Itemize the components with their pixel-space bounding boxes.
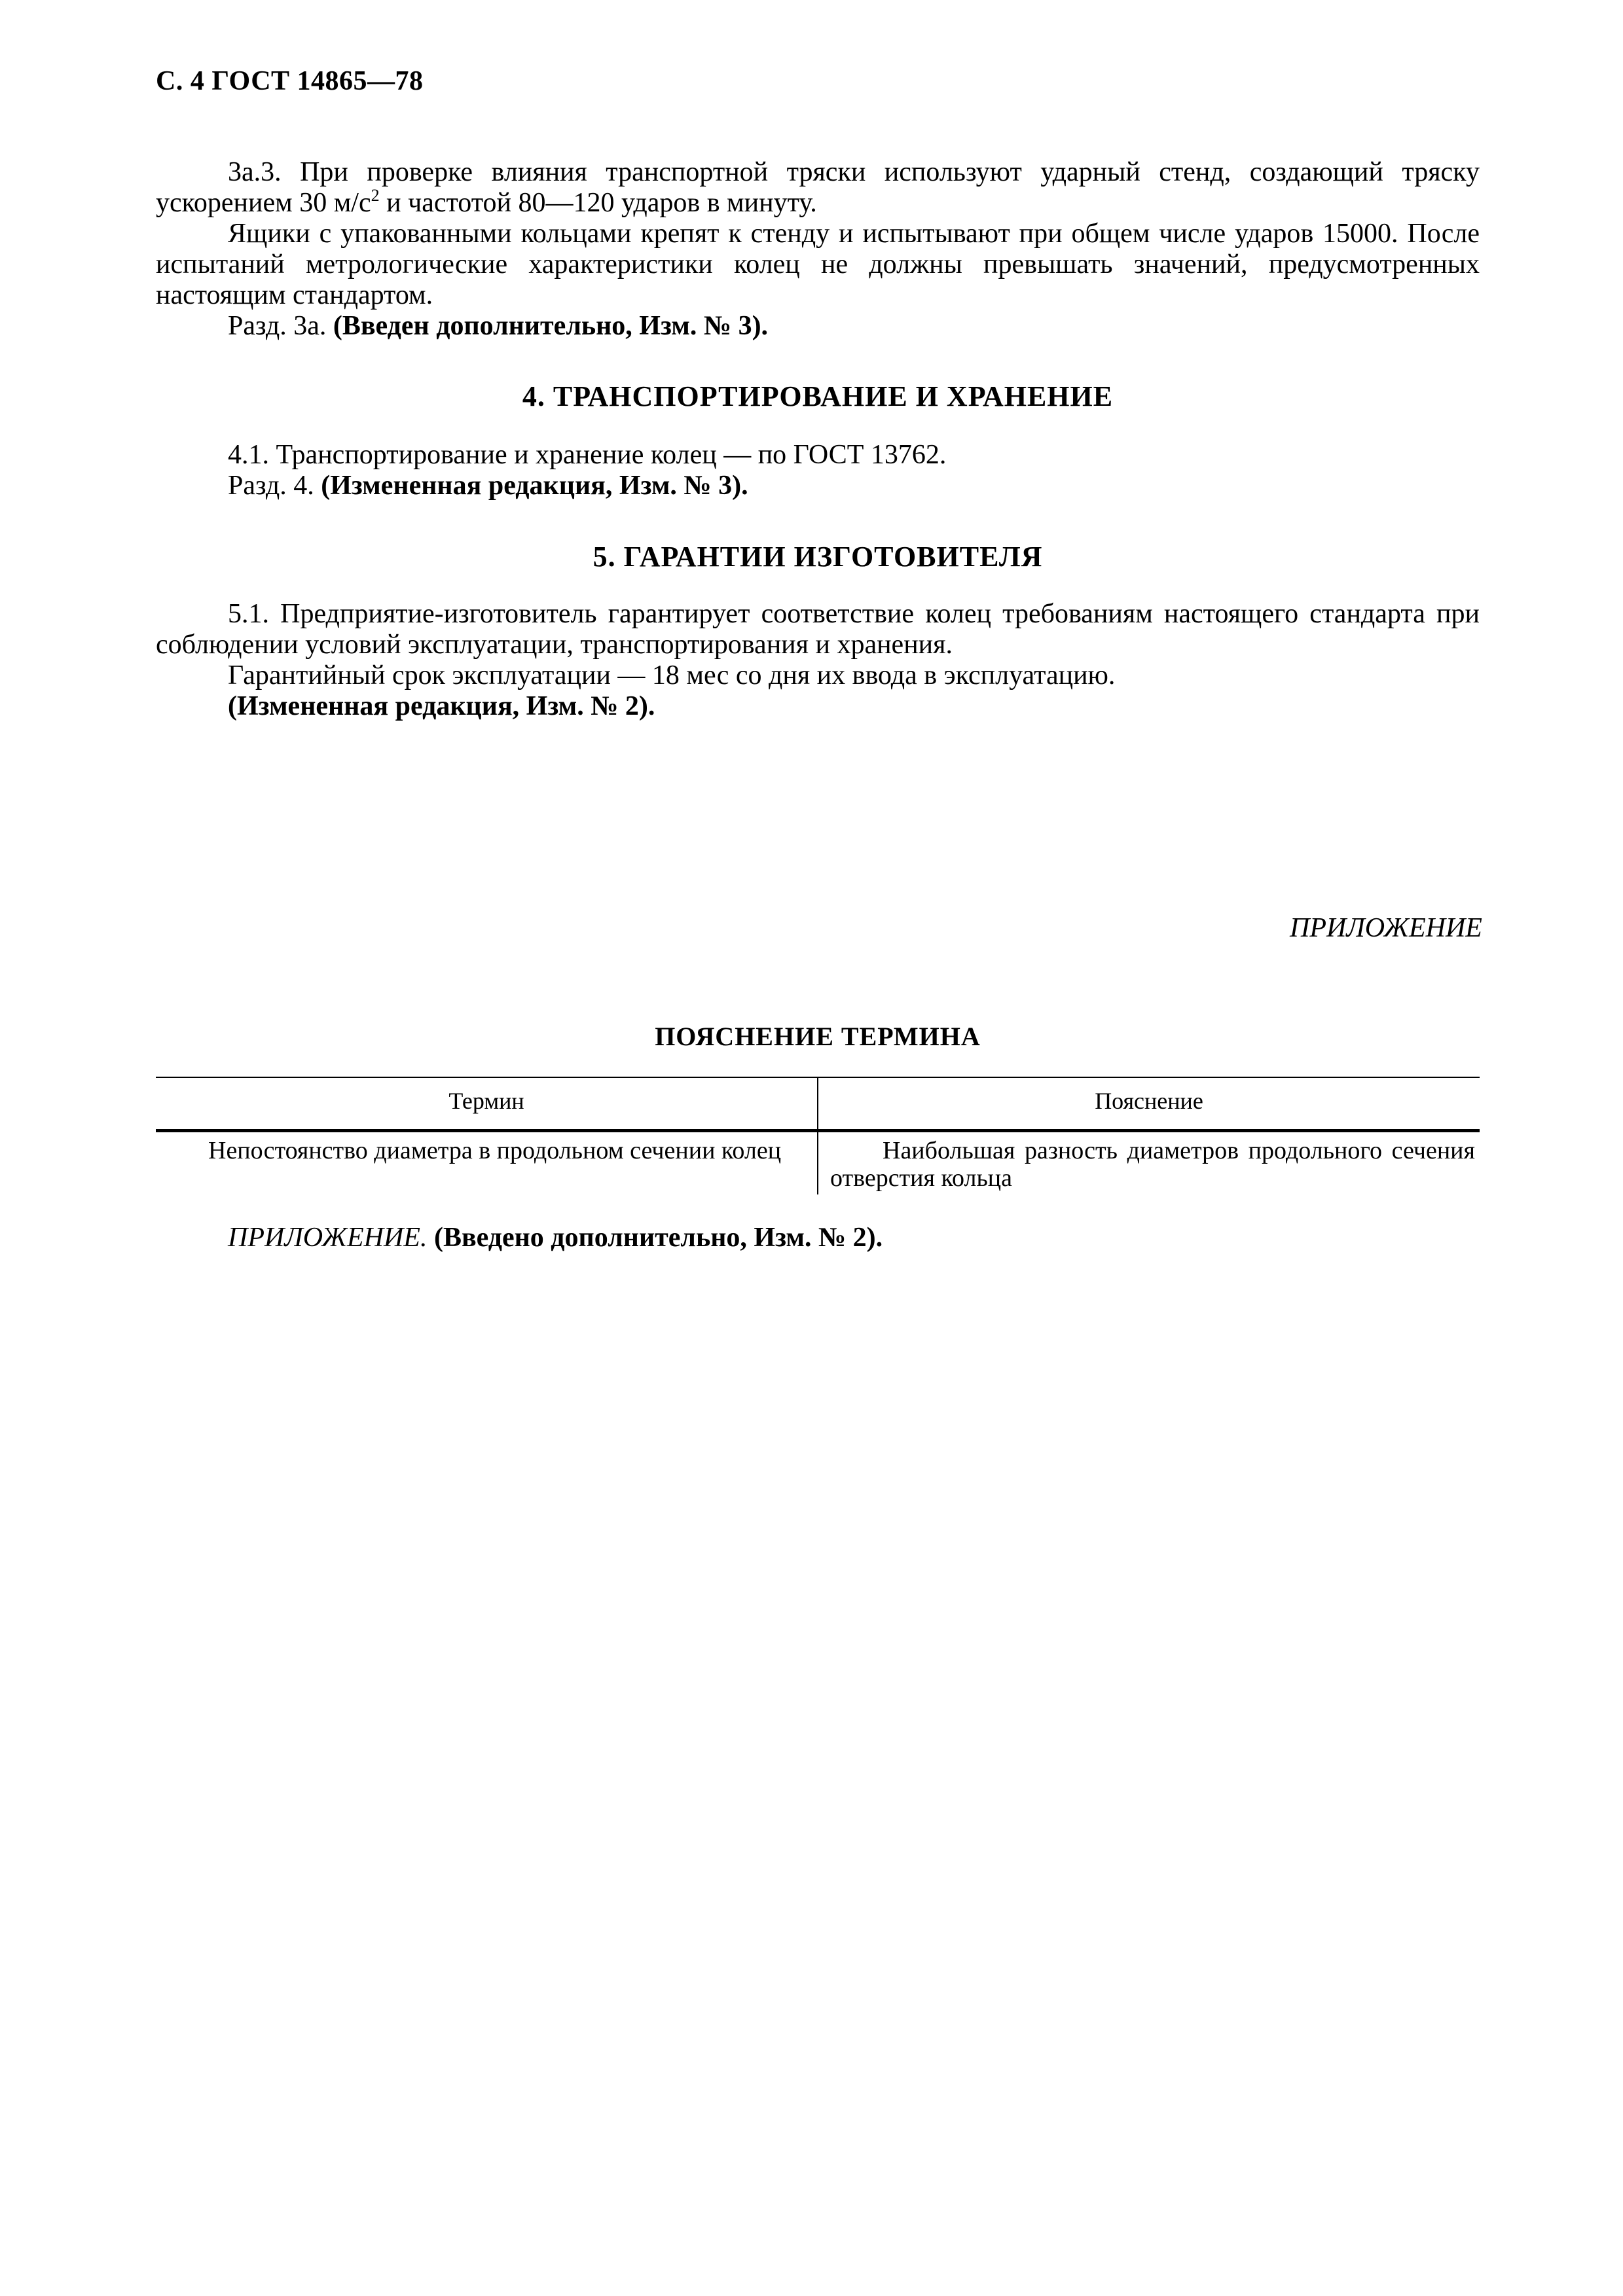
- table-cell-term: Непостоянство диаметра в продольном сечении колец: [208, 1137, 782, 1164]
- paragraph-4-1: 4.1. Транспортирование и хранение колец — по ГОСТ 13762.: [228, 440, 947, 470]
- section-5-title: 5. ГАРАНТИИ ИЗГОТОВИТЕЛЯ: [593, 541, 1043, 573]
- paragraph-3a3-lead: 3а.3. При проверке влияния транспортной тряски используют ударный стенд, создающий тряску ускорением 30 м/с: [156, 157, 1480, 218]
- appendix-note-italic: ПРИЛОЖЕНИЕ.: [228, 1223, 428, 1253]
- paragraph-boxes: Ящики с упакованными кольцами крепят к стенду и испытывают при общем числе ударов 15000. После испытаний метрологические характеристики колец не должны превышать значений, предусмотренных настоящим стандартом.: [156, 219, 1480, 310]
- table-header-explanation: Пояснение: [1095, 1088, 1203, 1114]
- appendix-note-bold: (Введено дополнительно, Изм. № 2).: [433, 1223, 883, 1253]
- amendment-prefix: Разд. 4.: [228, 471, 314, 501]
- appendix-amendment-note: [228, 1223, 883, 1253]
- superscript: 2: [371, 186, 380, 205]
- table-header-term: Термин: [448, 1088, 524, 1114]
- amendment-bold: (Измененная редакция, Изм. № 3).: [321, 471, 748, 501]
- page-header: С. 4 ГОСТ 14865—78: [156, 66, 424, 96]
- paragraph-warranty: Гарантийный срок эксплуатации — 18 мес со дня их ввода в эксплуатацию.: [228, 660, 1116, 691]
- paragraph-5-1: 5.1. Предприятие-изготовитель гарантирует соответствие колец требованиям настоящего стандарта при соблюдении условий эксплуатации, транспортирования и хранения.: [156, 599, 1480, 660]
- table-cell-explanation: Наибольшая разность диаметров продольного сечения отверстия кольца: [830, 1137, 1475, 1192]
- section-4-title: 4. ТРАНСПОРТИРОВАНИЕ И ХРАНЕНИЕ: [522, 380, 1114, 412]
- appendix-title: ПОЯСНЕНИЕ ТЕРМИНА: [655, 1022, 981, 1051]
- table-header-rule: [156, 1129, 1480, 1132]
- paragraph-3a3: [156, 157, 1480, 219]
- amendment-note-4: [228, 471, 748, 501]
- paragraph-3a3-tail: и частотой 80—120 ударов в минуту.: [379, 188, 817, 218]
- amendment-bold: (Введен дополнительно, Изм. № 3).: [333, 311, 769, 341]
- amendment-note-3a: [228, 311, 768, 342]
- amendment-prefix: Разд. 3а.: [228, 311, 327, 341]
- amendment-note-5: (Измененная редакция, Изм. № 2).: [228, 691, 655, 721]
- appendix-label: ПРИЛОЖЕНИЕ: [1290, 913, 1482, 943]
